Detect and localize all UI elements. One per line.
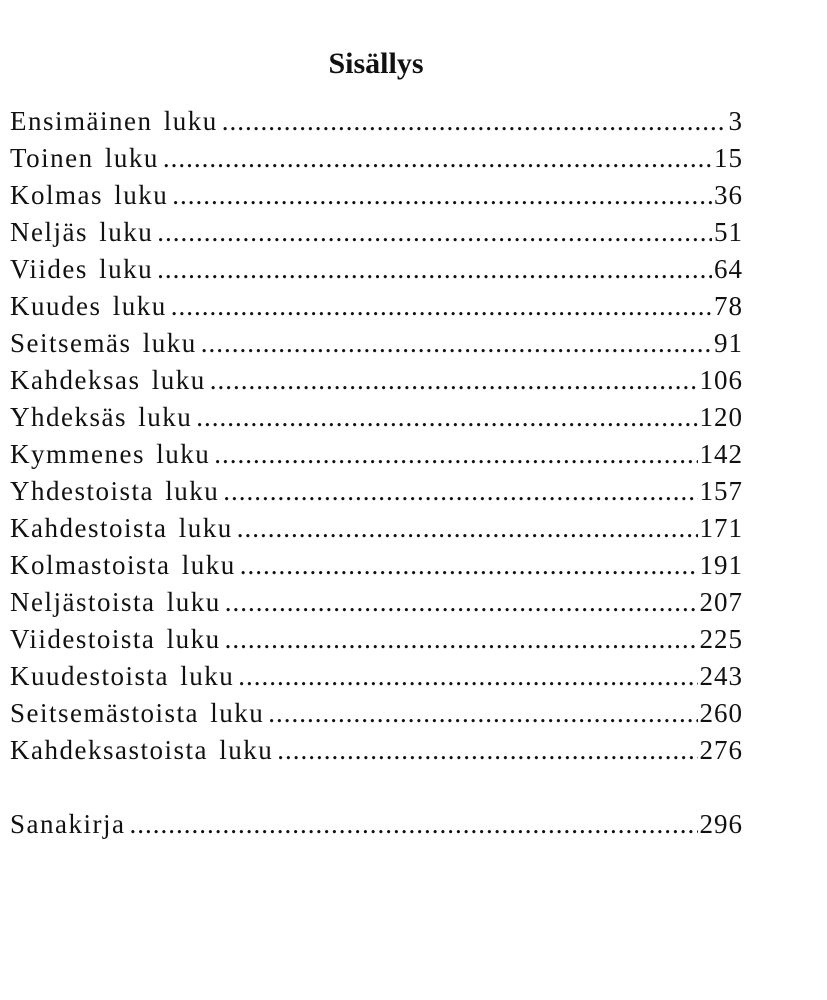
toc-dot-leader bbox=[171, 288, 712, 325]
toc-entry-title: Yhdestoista luku bbox=[10, 476, 220, 506]
toc-entry-title: Neljäs luku bbox=[10, 217, 154, 247]
toc-entry-title: Seitsemäs luku bbox=[10, 328, 197, 358]
toc-entry[interactable] bbox=[10, 436, 743, 473]
toc-entry-page: 157 bbox=[699, 476, 743, 506]
toc-entry[interactable] bbox=[10, 103, 743, 140]
toc-entry[interactable] bbox=[10, 584, 743, 621]
toc-entry-title: Kahdeksastoista luku bbox=[10, 735, 274, 765]
table-of-contents bbox=[10, 103, 743, 843]
toc-entry[interactable] bbox=[10, 547, 743, 584]
toc-entry[interactable] bbox=[10, 288, 743, 325]
toc-entry-title: Viides luku bbox=[10, 254, 154, 284]
toc-entry[interactable] bbox=[10, 214, 743, 251]
toc-entry-title: Kuudestoista luku bbox=[10, 661, 235, 691]
toc-dot-leader bbox=[237, 510, 698, 547]
toc-entry-title: Viidestoista luku bbox=[10, 624, 221, 654]
toc-entry[interactable] bbox=[10, 177, 743, 214]
toc-entry-title: Neljästoista luku bbox=[10, 587, 221, 617]
toc-entry[interactable] bbox=[10, 732, 743, 769]
toc-entry-page: 243 bbox=[699, 661, 743, 691]
toc-entry[interactable] bbox=[10, 140, 743, 177]
page-title: Sisällys bbox=[328, 47, 424, 81]
toc-dot-leader bbox=[157, 251, 712, 288]
toc-entry-page: 36 bbox=[714, 180, 743, 210]
toc-entry-title: Yhdeksäs luku bbox=[10, 402, 193, 432]
toc-dot-leader bbox=[210, 362, 698, 399]
toc-dot-leader bbox=[157, 214, 712, 251]
toc-entry-page: 15 bbox=[714, 143, 743, 173]
toc-entry-dictionary[interactable] bbox=[10, 806, 743, 843]
toc-entry[interactable] bbox=[10, 473, 743, 510]
toc-entry-title: Sanakirja bbox=[10, 809, 126, 839]
toc-dot-leader bbox=[225, 621, 698, 658]
toc-dot-leader bbox=[222, 103, 727, 140]
toc-dot-leader bbox=[163, 140, 712, 177]
toc-entry[interactable] bbox=[10, 325, 743, 362]
toc-entry-page: 91 bbox=[714, 328, 743, 358]
toc-entry-page: 276 bbox=[699, 735, 743, 765]
toc-entry-page: 64 bbox=[714, 254, 743, 284]
toc-entry-page: 120 bbox=[699, 402, 743, 432]
toc-dot-leader bbox=[201, 325, 712, 362]
toc-entry[interactable] bbox=[10, 251, 743, 288]
toc-entry-page: 191 bbox=[699, 550, 743, 580]
toc-entry-title: Ensimäinen luku bbox=[10, 106, 218, 136]
toc-entry[interactable] bbox=[10, 695, 743, 732]
toc-entry-page: 142 bbox=[699, 439, 743, 469]
toc-dot-leader bbox=[240, 547, 698, 584]
toc-dot-leader bbox=[268, 695, 697, 732]
toc-entry-page: 78 bbox=[714, 291, 743, 321]
toc-dot-leader bbox=[214, 436, 697, 473]
toc-entry-title: Kolmas luku bbox=[10, 180, 169, 210]
toc-entry[interactable] bbox=[10, 658, 743, 695]
toc-dot-leader bbox=[223, 473, 697, 510]
toc-entry-page: 3 bbox=[728, 106, 743, 136]
toc-entry[interactable] bbox=[10, 510, 743, 547]
toc-entry-page: 51 bbox=[714, 217, 743, 247]
toc-dot-leader bbox=[129, 806, 697, 843]
toc-dot-leader bbox=[277, 732, 697, 769]
toc-entry-title: Seitsemästoista luku bbox=[10, 698, 265, 728]
toc-entry-title: Kahdestoista luku bbox=[10, 513, 233, 543]
toc-entry-page: 260 bbox=[699, 698, 743, 728]
toc-entry-page: 225 bbox=[699, 624, 743, 654]
toc-dot-leader bbox=[172, 177, 712, 214]
toc-dot-leader bbox=[225, 584, 698, 621]
toc-entry[interactable] bbox=[10, 399, 743, 436]
toc-entry-page: 296 bbox=[699, 809, 743, 839]
toc-entry-title: Kuudes luku bbox=[10, 291, 167, 321]
toc-entry-page: 171 bbox=[699, 513, 743, 543]
toc-entry[interactable] bbox=[10, 621, 743, 658]
toc-dot-leader bbox=[196, 399, 697, 436]
toc-entry-page: 207 bbox=[699, 587, 743, 617]
toc-entry-title: Kolmastoista luku bbox=[10, 550, 236, 580]
toc-entry[interactable] bbox=[10, 362, 743, 399]
toc-entry-title: Kahdeksas luku bbox=[10, 365, 206, 395]
toc-entry-page: 106 bbox=[699, 365, 743, 395]
toc-dot-leader bbox=[238, 658, 697, 695]
toc-entry-title: Toinen luku bbox=[10, 143, 159, 173]
toc-entry-title: Kymmenes luku bbox=[10, 439, 211, 469]
